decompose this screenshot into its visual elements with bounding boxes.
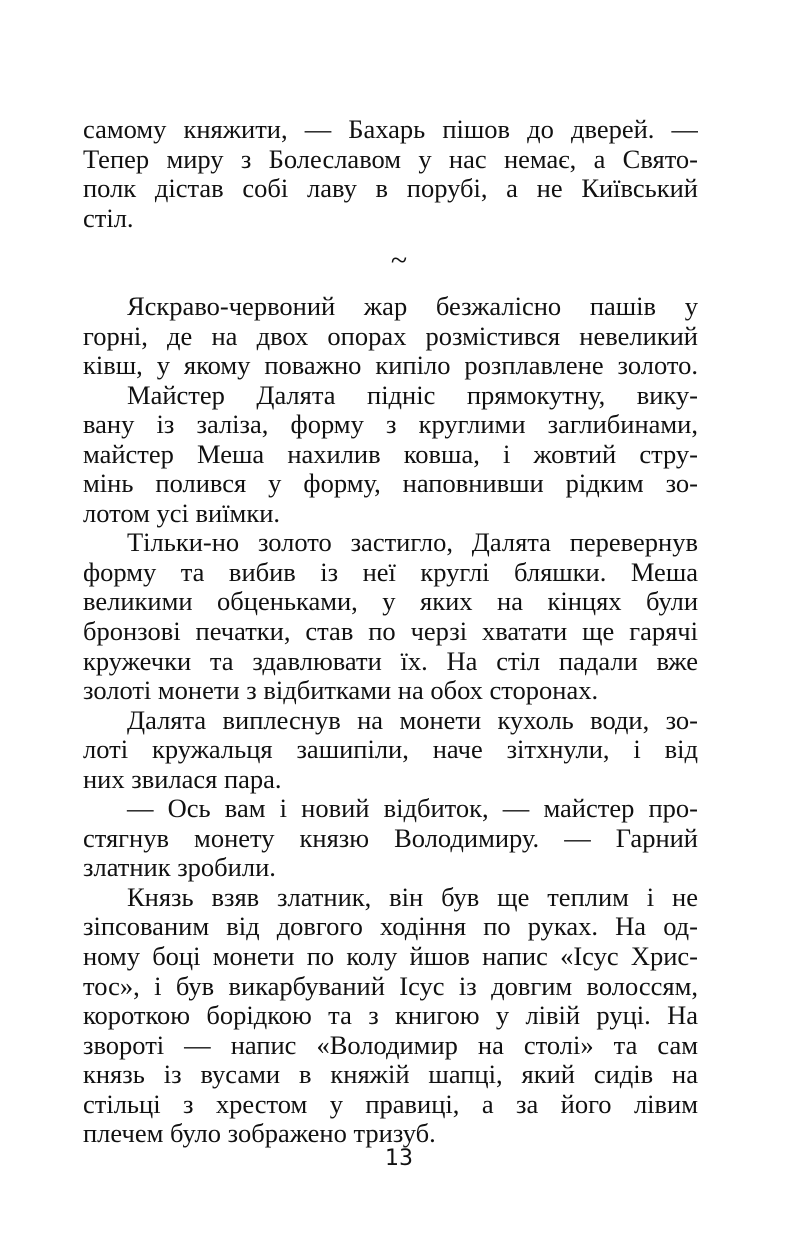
text-line: стільці з хрестом у правиці, а за його лівим <box>83 1089 698 1119</box>
text-line: Майстер Далята підніс прямокутну, вику- <box>127 380 698 410</box>
text-line: златник зробили. <box>83 852 276 883</box>
continuation-paragraph <box>83 115 698 233</box>
text-line: вану із заліза, форму з круглими заглибинами, <box>83 410 698 440</box>
text-line: Тільки-но золото застигло, Далята перевернув <box>127 528 698 558</box>
body-text <box>83 292 698 1149</box>
text-line: Тепер миру з Болеславом у нас немає, а Свято- <box>83 144 698 174</box>
text-line: тос», і був викарбуваний Ісус із довгим волоссям, <box>83 971 698 1001</box>
text-line: плечем було зображено тризуб. <box>83 1118 436 1149</box>
text-line: золоті монети з відбитками на обох сторонах. <box>83 675 599 706</box>
text-line: звороті — напис «Володимир на столі» та сам <box>83 1030 698 1060</box>
text-line: Яскраво-червоний жар безжалісно пашів у <box>127 292 698 321</box>
text-line: лоті кружальця зашипіли, наче зітхнули, і від <box>83 735 698 765</box>
text-line: стягнув монету князю Володимиру. — Гарний <box>83 823 698 853</box>
section-separator: ~ <box>390 244 408 277</box>
text-line: кружечки та здавлювати їх. На стіл падали вже <box>83 646 698 676</box>
text-line: князь із вусами в княжій шапці, який сидів на <box>83 1060 698 1090</box>
text-line: лотом усі виїмки. <box>83 497 281 528</box>
text-line: ківш, у якому поважно кипіло розплавлене золото. <box>83 351 698 381</box>
text-line: майстер Меша нахилив ковша, і жовтий стру- <box>83 439 698 469</box>
text-line: полк дістав собі лаву в порубі, а не Київський <box>83 174 698 204</box>
text-line: самому княжити, — Бахарь пішов до дверей. — <box>83 115 698 144</box>
text-line: бронзові печатки, став по черзі хватати ще гарячі <box>83 617 698 647</box>
text-line: них звилася пара. <box>83 763 282 794</box>
text-line: великими обценьками, у яких на кінцях були <box>83 587 698 617</box>
text-line: ному боці монети по колу йшов напис «Ісус Хрис- <box>83 942 698 972</box>
text-line: Далята виплеснув на монети кухоль води, зо- <box>127 705 698 735</box>
text-line: мінь полився у форму, наповнивши рідким зо- <box>83 469 698 499</box>
text-line: стіл. <box>83 202 134 233</box>
text-line: короткою борідкою та з книгою у лівій руці. На <box>83 1001 698 1031</box>
text-line: горні, де на двох опорах розмістився невеликий <box>83 321 698 351</box>
text-line: — Ось вам і новий відбиток, — майстер про- <box>127 794 698 824</box>
text-line: Князь взяв златник, він був ще теплим і не <box>127 882 698 912</box>
text-line: зіпсованим від довгого ходіння по руках. На од- <box>83 912 698 942</box>
page-number: 13 <box>385 1146 413 1171</box>
text-line: форму та вибив із неї круглі бляшки. Меша <box>83 557 698 587</box>
